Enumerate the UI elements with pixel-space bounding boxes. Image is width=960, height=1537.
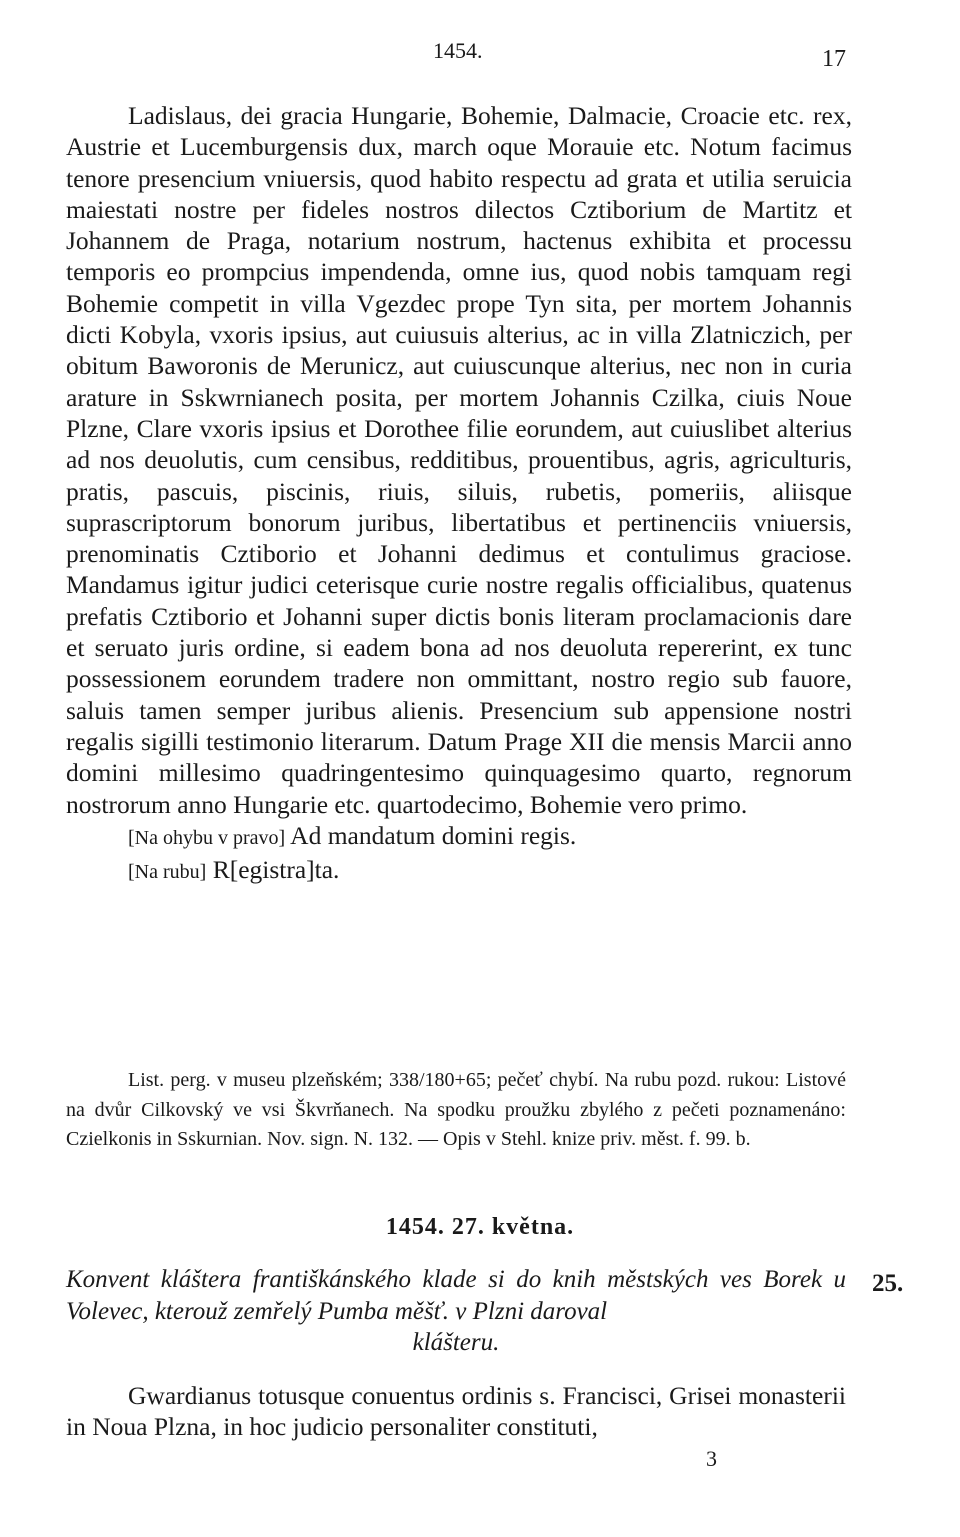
endorsement-note-fold	[66, 820, 852, 854]
signature-mark: 3	[706, 1446, 717, 1471]
running-head-year: 1454.	[433, 38, 483, 63]
regest-last-line: klášteru.	[412, 1329, 500, 1356]
note-text: Ad mandatum domini regis.	[290, 820, 577, 850]
endorsement-note-dorse	[66, 854, 852, 888]
note-bracket: [Na rubu]	[128, 861, 207, 884]
document-number: 25.	[872, 1270, 904, 1297]
note-bracket: [Na ohybu v pravo]	[128, 826, 286, 849]
critical-apparatus: List. perg. v museu plzeňském; 338/180+65; pečeť chybí. Na rubu pozd. rukou: Listové na dvůr Cilkovský ve vsi Škvrňanech. Na spodku proužku zbylého z pečeti poznamenáno: Czielkonis in Sskurnian. Nov. sign. N. 132. — Opis v Stehl. knize priv. měst. f. 99. b.	[66, 1069, 846, 1150]
document-regest	[66, 1264, 846, 1359]
regest-text: Konvent kláštera františkánského klade si do knih městských ves Borek u Volevec, kterouž zemřelý Pumba měšť. v Plzni daroval	[66, 1266, 846, 1325]
running-head	[0, 38, 960, 78]
charter-text: Ladislaus, dei gracia Hungarie, Bohemie, Dalmacie, Croacie etc. rex, Austrie et Lucemburgensis dux, march oque Morauie etc. Notum facimus tenore presencium vniuersis, quod habito respectu ad grata et utilia seruicia maiestati nostre per fideles nostros dilectos Cztiborium de Martitz et Johannem de Praga, notarium nostrum, hactenus exhibita et processu temporis eo prompcius impendenda, omne ius, quod nobis tamquam regi Bohemie competit in villa Vgezdec prope Tyn sita, per mortem Johannis dicti Kobyla, vxoris ipsius, aut cuiusuis alterius, ac in villa Zlatniczich, per obitum Baworonis de Merunicz, aut cuiuscunque alterius, nec non in curia arature in Sskwrnianech posita, per mortem Johannis Czilka, ciuis Noue Plzne, Clare vxoris ipsius et Dorothee filie eorundem, aut cuiuslibet alterius ad nos deuolutis, cum censibus, redditibus, prouentibus, agris, agriculturis, pratis, pascuis, piscinis, riuis, siluis, rubetis, pomeriis, aliisque suprascriptorum bonorum juribus, libertatibus et pertinenciis vniuersis, prenominatis Cztiborio et Johanni dedimus et contulimus graciose. Mandamus igitur judici ceterisque curie nostre regalis officialibus, quatenus prefatis Cztiborio et Johanni super dictis bonis literam proclamacionis dare et seruato juris ordine, si eadem bona ad nos deuoluta repererint, ex tunc possessionem eorundem tradere non ommittant, nostro regio sub fauore, saluis tamen semper juribus alienis. Presencium sub appensione nostri regalis sigilli testimonio literarum. Datum Prage XII die mensis Marcii anno domini millesimo quadringentesimo quinquagesimo quarto, regnorum nostrorum anno Hungarie etc. quartodecimo, Bohemie vero primo.	[66, 101, 852, 819]
document-opening-text: Gwardianus totusque conuentus ordinis s. Francisci, Grisei monasterii in Noua Plzna, in hoc judicio personaliter constituti,	[66, 1381, 846, 1442]
page-number: 17	[822, 46, 846, 72]
note-text: R[egistra]ta.	[212, 855, 340, 885]
charter-body	[66, 100, 852, 888]
document-date-heading: 1454. 27. května.	[385, 1214, 575, 1240]
